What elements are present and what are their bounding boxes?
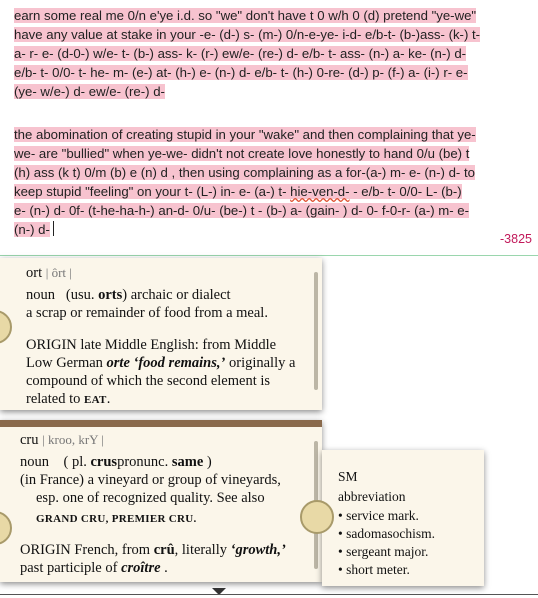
text-line: e- (n-) d- 0f- (t-he-ha-h-) an-d- 0/u- (be-) t - (b-) a- (gain- ) d- 0- f-0-r- (a-) m- e- (14, 203, 470, 218)
text-line: keep stupid "feeling" on your t- (L-) in- e- (a-) t- hie-ven-d- - e/b- t- 0/0- L- (b-) (14, 184, 462, 199)
definition-text: a scrap or remainder of food from a meal. (26, 305, 268, 321)
divider (0, 594, 538, 595)
character-counter: -3825 (500, 232, 532, 246)
popup-tab-handle[interactable] (0, 310, 12, 344)
origin-line: past participle of croître . (20, 560, 168, 576)
popup-scrollbar[interactable] (314, 272, 318, 390)
popup-tab-handle[interactable] (300, 500, 334, 534)
origin-line: ORIGIN late Middle English: from Middle (26, 337, 277, 353)
cross-reference-link[interactable]: GRAND CRU, PREMIER CRU. (36, 513, 197, 525)
text-caret (53, 221, 54, 236)
text-line: the abomination of creating stupid in your "wake" and then complaining that ye- (14, 127, 476, 142)
definition-item: • service mark. (338, 508, 419, 523)
misspelled-word[interactable]: hie-ven-d- (290, 184, 350, 199)
text-line: (h) ass (k t) 0/m (b) e (n) d , then using complaining as a for-(a-) m- e- (n-) d- to (14, 165, 475, 180)
origin-line: compound of which the second element is (26, 373, 271, 389)
text-line: (n-) d- (14, 222, 50, 237)
cross-reference-link[interactable]: EAT (83, 394, 107, 406)
text-editor[interactable] (0, 0, 538, 256)
part-of-speech: abbreviation (338, 489, 406, 504)
text-line: have any value at stake in your -e- (d-) s- (m-) 0/n-e-ye- i-d- e/b-t- (b-)ass- (k-) t- (14, 27, 481, 42)
definition-usage: noun (usu. orts) archaic or dialect (26, 287, 231, 303)
headword: cru | kroo, krY | (20, 432, 104, 448)
text-line: earn some real me 0/n e'ye i.d. so "we" don't have t 0 w/h 0 (d) pretend "ye-we" (14, 8, 477, 23)
popup-tab-handle[interactable] (0, 511, 12, 545)
headword: SM (338, 469, 358, 484)
definition-item: • sergeant major. (338, 544, 429, 559)
definition-item: • sadomasochism. (338, 526, 435, 541)
text-line: (ye- w/e-) d- ew/e- (re-) d- (14, 84, 165, 99)
text-line: a- r- e- (d-0-) w/e- t- (b-) ass- k- (r-) ew/e- (re-) d- e/b- t- ass- (n-) a- ke- (n-) d- (14, 46, 467, 61)
origin-line: related to EAT. (26, 391, 111, 407)
headword: ort | ôrt | (26, 265, 72, 281)
pronunciation: | ôrt | (45, 265, 72, 280)
origin-line: ORIGIN French, from crû, literally ‘growth,’ (20, 542, 286, 558)
dictionary-popup-sm[interactable] (322, 450, 484, 586)
definition-text: (in France) a vineyard or group of vineyards, (20, 472, 281, 488)
paragraph-2 (14, 125, 524, 239)
definition-plural: noun ( pl. cruspronunc. same ) (20, 454, 212, 470)
dictionary-popup-ort[interactable] (0, 258, 322, 410)
definition-text: esp. one of recognized quality. See also (36, 490, 265, 506)
text-line: e/b- t- 0/0- t- he- m- (e-) at- (h-) e- (n-) d- e/b- t- (h-) 0-re- (d-) p- (f-) a- (i-) r- e- (14, 65, 468, 80)
text-line: we- are "bullied" when ye-we- didn't not create love honestly to hand 0/u (be) t (14, 146, 470, 161)
origin-line: Low German orte ‘food remains,’ originally a (26, 355, 296, 371)
pronunciation: | kroo, krY | (42, 432, 104, 447)
definition-item: • short meter. (338, 562, 410, 577)
paragraph-1 (14, 6, 524, 101)
dictionary-popup-cru[interactable] (0, 420, 322, 582)
